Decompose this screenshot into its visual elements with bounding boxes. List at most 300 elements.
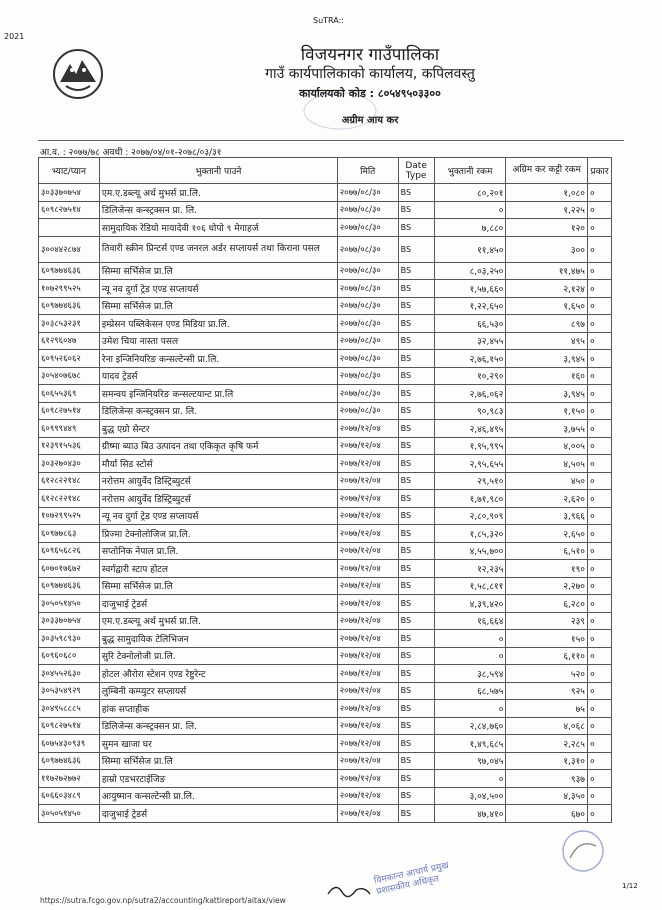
paid-amount-cell: ७,८८०	[434, 219, 506, 237]
paid-amount-cell: १,४९,६८५	[434, 735, 506, 753]
advance-tax-cell: २,२८५	[506, 735, 588, 753]
payee-cell: सप्तोनिक नेपाल प्रा.लि.	[99, 542, 337, 560]
date-cell: २०७७/१२/०४	[337, 542, 398, 560]
paid-amount-cell: २९,५१०	[434, 472, 506, 490]
kind-cell: ०	[587, 184, 611, 202]
paid-amount-cell: ०	[434, 630, 506, 648]
table-row	[39, 236, 612, 262]
paid-amount-cell: १,५८,८११	[434, 577, 506, 595]
paid-amount-cell: ६८,५७५	[434, 682, 506, 700]
advance-tax-cell: २,६२०	[506, 490, 588, 508]
date-cell: २०७७/१२/०४	[337, 770, 398, 788]
table-row	[39, 560, 612, 578]
date-type-cell: BS	[398, 525, 434, 543]
paid-amount-cell: १,९५,९९५	[434, 437, 506, 455]
payee-cell: बुद्ध एग्रो सेन्टर	[99, 420, 337, 438]
date-cell: २०७७/०८/३०	[337, 219, 398, 237]
payee-cell: रेना इन्जिनियरिङ कन्सल्टेन्सी प्रा.लि.	[99, 350, 337, 368]
kind-cell: ०	[587, 612, 611, 630]
payee-cell: न्यू नव दुर्गा ट्रेड एण्ड सप्लायर्स	[99, 280, 337, 298]
pan-cell: ६०९७७४६३६	[39, 297, 100, 315]
date-cell: २०७७/१२/०४	[337, 752, 398, 770]
date-cell: २०७७/०८/३०	[337, 184, 398, 202]
advance-tax-cell: २,२७०	[506, 577, 588, 595]
table-row	[39, 350, 612, 368]
payee-cell: दाजुभाई ट्रेडर्स	[99, 805, 337, 823]
kind-cell: ०	[587, 735, 611, 753]
date-cell: २०७७/१२/०४	[337, 630, 398, 648]
kind-cell: ०	[587, 770, 611, 788]
date-type-cell: BS	[398, 402, 434, 420]
payee-cell: सुमन खाजा घर	[99, 735, 337, 753]
date-type-cell: BS	[398, 236, 434, 262]
paid-amount-cell: २,७६,१५०	[434, 350, 506, 368]
pan-cell: ६०९६५६८२६	[39, 542, 100, 560]
header-rule	[38, 140, 624, 141]
kind-cell: ०	[587, 402, 611, 420]
col-pan: भ्याट/प्यान	[39, 158, 100, 184]
date-cell: २०७७/१२/०४	[337, 805, 398, 823]
date-type-cell: BS	[398, 219, 434, 237]
table-row	[39, 612, 612, 630]
date-cell: २०७७/१२/०४	[337, 490, 398, 508]
payee-cell: हांक सप्ताहीक	[99, 700, 337, 718]
advance-tax-cell: १९०	[506, 560, 588, 578]
col-advance-tax: अग्रिम कर कट्टी रकम	[506, 158, 588, 184]
pan-cell: ३०३३७०७५४	[39, 184, 100, 202]
pan-cell: ६०९७७८६३	[39, 525, 100, 543]
app-name: SuTRA::	[313, 16, 344, 25]
table-row	[39, 472, 612, 490]
advance-tax-cell: ११,४७५	[506, 262, 588, 280]
paid-amount-cell: २,९५,६५५	[434, 455, 506, 473]
pan-cell: ६१२८२२१४८	[39, 490, 100, 508]
kind-cell: ०	[587, 542, 611, 560]
pan-cell: ६०९७७४६३६	[39, 577, 100, 595]
table-row	[39, 262, 612, 280]
payee-cell: स्वर्गद्वारी स्टाप होटल	[99, 560, 337, 578]
office-seal-icon	[560, 828, 606, 874]
payee-cell: डिलिजेन्स कन्स्ट्रक्सन प्रा. लि.	[99, 717, 337, 735]
date-type-cell: BS	[398, 787, 434, 805]
payee-cell: मौर्या सिड स्टोर्स	[99, 455, 337, 473]
payee-cell: लुम्बिनी कम्प्युटर सप्लायर्स	[99, 682, 337, 700]
payee-cell: नरोत्तम आयुर्वेद डिस्ट्रिब्युटर्स	[99, 490, 337, 508]
pan-cell: ६१२८२२१४८	[39, 472, 100, 490]
table-row	[39, 297, 612, 315]
pan-cell: ६०९८२७५१४	[39, 717, 100, 735]
kind-cell: ०	[587, 507, 611, 525]
advance-tax-cell: २३९	[506, 612, 588, 630]
advance-tax-table	[38, 157, 612, 823]
kind-cell: ०	[587, 262, 611, 280]
kind-cell: ०	[587, 280, 611, 298]
table-row	[39, 455, 612, 473]
pan-cell: ६०९७७४६३६	[39, 752, 100, 770]
date-cell: २०७७/१२/०४	[337, 682, 398, 700]
table-row	[39, 542, 612, 560]
table-row	[39, 525, 612, 543]
date-type-cell: BS	[398, 735, 434, 753]
advance-tax-cell: ४९५	[506, 332, 588, 350]
payee-cell: सामुदायिक रेडियो मायादेवी १०६ धोपो ९ मेगाहर्ज	[99, 219, 337, 237]
date-type-cell: BS	[398, 665, 434, 683]
paid-amount-cell: १,२२,६५०	[434, 297, 506, 315]
date-cell: २०७७/०८/३०	[337, 385, 398, 403]
advance-tax-cell: ३,९४५	[506, 385, 588, 403]
date-type-cell: BS	[398, 577, 434, 595]
advance-tax-cell: १,२२५	[506, 201, 588, 219]
kind-cell: ०	[587, 297, 611, 315]
table-row	[39, 280, 612, 298]
office-name: गाउँ कार्यपालिकाको कार्यालय, कपिलवस्तु	[265, 66, 475, 82]
kind-cell: ०	[587, 700, 611, 718]
paid-amount-cell: ६६,५३०	[434, 315, 506, 333]
paid-amount-cell: २,८४,७६०	[434, 717, 506, 735]
pan-cell	[39, 219, 100, 237]
pan-cell: ६०९७७४६३६	[39, 262, 100, 280]
payee-cell: सिम्मा सर्भिसेज प्रा.लि	[99, 297, 337, 315]
kind-cell: ०	[587, 332, 611, 350]
paid-amount-cell: ३८,५९४	[434, 665, 506, 683]
date-type-cell: BS	[398, 350, 434, 368]
org-name: विजयनगर गाउँपालिका	[300, 45, 440, 65]
pan-cell: १२३९१५५३६	[39, 437, 100, 455]
payee-cell: एम.ए.डब्ल्यू अर्थ मुभर्स प्रा.लि.	[99, 184, 337, 202]
table-row	[39, 315, 612, 333]
payee-cell: यादव ट्रेडर्स	[99, 367, 337, 385]
payee-cell: हाम्रो एडभरटाईजिङ	[99, 770, 337, 788]
paid-amount-cell: ०	[434, 647, 506, 665]
date-type-cell: BS	[398, 717, 434, 735]
payee-cell: तिवारी स्क्रीन प्रिन्टर्स एण्ड जनरल अर्डर सप्लायर्स तथा किराना पसल	[99, 236, 337, 262]
advance-tax-cell: १६०	[506, 367, 588, 385]
date-type-cell: BS	[398, 770, 434, 788]
date-cell: २०७७/१२/०४	[337, 665, 398, 683]
kind-cell: ०	[587, 665, 611, 683]
date-type-cell: BS	[398, 630, 434, 648]
table-header-row	[39, 158, 612, 184]
payee-cell: एम.ए.डब्ल्यू अर्थ मुभर्स प्रा.लि.	[99, 612, 337, 630]
date-type-cell: BS	[398, 297, 434, 315]
date-type-cell: BS	[398, 612, 434, 630]
kind-cell: ०	[587, 787, 611, 805]
date-cell: २०७७/१२/०४	[337, 455, 398, 473]
table-row	[39, 490, 612, 508]
pan-cell: ३०३८५३२३१	[39, 315, 100, 333]
pan-cell: ६०६६०३४८९	[39, 787, 100, 805]
table-row	[39, 577, 612, 595]
kind-cell: ०	[587, 315, 611, 333]
advance-tax-cell: १,१५०	[506, 402, 588, 420]
date-type-cell: BS	[398, 367, 434, 385]
kind-cell: ०	[587, 560, 611, 578]
faint-stamp-icon	[300, 90, 380, 132]
date-type-cell: BS	[398, 490, 434, 508]
advance-tax-cell: ८९७	[506, 315, 588, 333]
date-type-cell: BS	[398, 472, 434, 490]
date-type-cell: BS	[398, 560, 434, 578]
date-cell: २०७७/१२/०४	[337, 560, 398, 578]
payee-cell: होटल औरोरा स्टेशन एण्ड रेष्टुरेन्ट	[99, 665, 337, 683]
date-cell: २०७७/१२/०४	[337, 437, 398, 455]
fiscal-period: आ.व. : २०७७/७८ अवधी : २०७७/०४/०१-२०७८/०३/३१	[40, 148, 222, 158]
payee-cell: सिम्मा सर्भिसेज प्रा.लि	[99, 577, 337, 595]
payee-cell: सिम्मा सर्भिसेज प्रा.लि	[99, 752, 337, 770]
kind-cell: ०	[587, 577, 611, 595]
payee-cell: नरोत्तम आयुर्वेद डिस्ट्रिब्युटर्स	[99, 472, 337, 490]
kind-cell: ०	[587, 805, 611, 823]
advance-tax-cell: ६,११०	[506, 647, 588, 665]
paid-amount-cell: ३,०४,५००	[434, 787, 506, 805]
date-type-cell: BS	[398, 437, 434, 455]
kind-cell: ०	[587, 472, 611, 490]
pan-cell: ३०५०५१४५०	[39, 595, 100, 613]
kind-cell: ०	[587, 525, 611, 543]
pan-cell: १०७२९९५२५	[39, 280, 100, 298]
table-row	[39, 630, 612, 648]
date-cell: २०७७/१२/०४	[337, 717, 398, 735]
payee-cell: इम्प्रेसन पब्लिकेसन एण्ड मिडिया प्रा.लि.	[99, 315, 337, 333]
date-type-cell: BS	[398, 542, 434, 560]
date-type-cell: BS	[398, 201, 434, 219]
date-type-cell: BS	[398, 805, 434, 823]
payee-cell: समन्वय इन्जिनियरिङ कन्सल्टयान्ट प्रा.लि	[99, 385, 337, 403]
paid-amount-cell: ४,५५,७००	[434, 542, 506, 560]
pan-cell: ६०९८२७५१४	[39, 402, 100, 420]
table-row	[39, 437, 612, 455]
col-date: मिति	[337, 158, 398, 184]
advance-tax-cell: १,३१०	[506, 752, 588, 770]
date-cell: २०७७/०८/३०	[337, 367, 398, 385]
date-type-cell: BS	[398, 385, 434, 403]
officer-stamp: विमकान्त आचार्य प्रमुख प्रशासकीय अधिकृत	[373, 860, 450, 898]
table-row	[39, 367, 612, 385]
kind-cell: ०	[587, 595, 611, 613]
advance-tax-cell: ३,७५५	[506, 420, 588, 438]
date-cell: २०७७/०८/३०	[337, 236, 398, 262]
table-row	[39, 332, 612, 350]
table-row	[39, 752, 612, 770]
payee-cell: प्रिज्मा टेक्नोलोजिज प्रा.लि.	[99, 525, 337, 543]
kind-cell: ०	[587, 437, 611, 455]
pan-cell: ३०५३५४९२९	[39, 682, 100, 700]
advance-tax-cell: ३,९४५	[506, 350, 588, 368]
paid-amount-cell: ९०,९८३	[434, 402, 506, 420]
advance-tax-cell: ४,०६८	[506, 717, 588, 735]
advance-tax-cell: ४,५०५	[506, 455, 588, 473]
col-date-type: Date Type	[398, 158, 434, 184]
date-cell: २०७७/१२/०४	[337, 735, 398, 753]
date-type-cell: BS	[398, 262, 434, 280]
kind-cell: ०	[587, 367, 611, 385]
kind-cell: ०	[587, 490, 611, 508]
pan-cell: ३०३२७०४३०	[39, 455, 100, 473]
paid-amount-cell: ८०,२०१	[434, 184, 506, 202]
nepal-emblem-icon	[52, 48, 104, 100]
table-row	[39, 402, 612, 420]
paid-amount-cell: २,७६,०६२	[434, 385, 506, 403]
advance-tax-cell: ९३७	[506, 770, 588, 788]
date-cell: २०७७/०८/३०	[337, 201, 398, 219]
date-cell: २०७७/१२/०४	[337, 472, 398, 490]
pan-cell: ३०३५९८९३०	[39, 630, 100, 648]
office-code: कार्यालयको कोड : ८०५४९५०३३००	[299, 87, 441, 100]
table-row	[39, 184, 612, 202]
date-cell: २०७७/०८/३०	[337, 350, 398, 368]
advance-tax-cell: ४,३५०	[506, 787, 588, 805]
table-row	[39, 770, 612, 788]
pan-cell: ६०९८२७५१४	[39, 201, 100, 219]
paid-amount-cell: १,५७,६६०	[434, 280, 506, 298]
advance-tax-cell: २,१२४	[506, 280, 588, 298]
kind-cell: ०	[587, 201, 611, 219]
col-paid-amount: भुक्तानी रकम	[434, 158, 506, 184]
advance-tax-cell: ७५	[506, 700, 588, 718]
advance-tax-cell: ५२०	[506, 665, 588, 683]
kind-cell: ०	[587, 455, 611, 473]
paid-amount-cell: ०	[434, 201, 506, 219]
date-type-cell: BS	[398, 507, 434, 525]
paid-amount-cell: १,८५,३२०	[434, 525, 506, 543]
date-cell: २०७७/०८/३०	[337, 315, 398, 333]
advance-tax-cell: ६,५१०	[506, 542, 588, 560]
table-row	[39, 219, 612, 237]
kind-cell: ०	[587, 420, 611, 438]
pan-cell: ३०३३७०७५४	[39, 612, 100, 630]
date-cell: २०७७/१२/०४	[337, 612, 398, 630]
date-type-cell: BS	[398, 752, 434, 770]
pan-cell: ६०९५२६०६२	[39, 350, 100, 368]
date-cell: २०७७/१२/०४	[337, 700, 398, 718]
advance-tax-cell: ३००	[506, 236, 588, 262]
date-type-cell: BS	[398, 647, 434, 665]
kind-cell: ०	[587, 219, 611, 237]
date-type-cell: BS	[398, 184, 434, 202]
pan-cell: ३००४४२८७४	[39, 236, 100, 262]
date-type-cell: BS	[398, 332, 434, 350]
date-cell: २०७७/०८/३०	[337, 297, 398, 315]
kind-cell: ०	[587, 385, 611, 403]
report-title: अग्रीम आय कर	[341, 115, 399, 126]
date-cell: २०७७/१२/०४	[337, 420, 398, 438]
advance-tax-cell: १५०	[506, 630, 588, 648]
kind-cell: ०	[587, 350, 611, 368]
advance-tax-cell: १,६५०	[506, 297, 588, 315]
footer-url: https://sutra.fcgo.gov.np/sutra2/accounting/kattireport/aitax/view	[40, 896, 286, 905]
pan-cell: ६०९६०६८०	[39, 647, 100, 665]
paid-amount-cell: २,४६,४९५	[434, 420, 506, 438]
paid-amount-cell: १,७१,९८०	[434, 490, 506, 508]
paid-amount-cell: १२,२३५	[434, 560, 506, 578]
date-type-cell: BS	[398, 682, 434, 700]
table-row	[39, 647, 612, 665]
payee-cell: सुरि टेक्नोलोजी प्रा.लि.	[99, 647, 337, 665]
table-row	[39, 665, 612, 683]
pan-cell: ६०७५४३०९३९	[39, 735, 100, 753]
kind-cell: ०	[587, 630, 611, 648]
signature-icon	[326, 880, 372, 902]
pan-cell: १०७२९९५२५	[39, 507, 100, 525]
pan-cell: ३०४५५२६३०	[39, 665, 100, 683]
paid-amount-cell: ११,४५०	[434, 236, 506, 262]
pan-cell: ६०६५५३६९	[39, 385, 100, 403]
advance-tax-cell: १,०८०	[506, 184, 588, 202]
date-cell: २०७७/१२/०४	[337, 577, 398, 595]
advance-tax-cell: १२०	[506, 219, 588, 237]
page-number: 1/12	[622, 882, 638, 890]
pan-cell: ११७२७२७७२	[39, 770, 100, 788]
table-row	[39, 385, 612, 403]
advance-tax-cell: ३,९६६	[506, 507, 588, 525]
paid-amount-cell: १०,२९०	[434, 367, 506, 385]
advance-tax-cell: ४,००५	[506, 437, 588, 455]
table-row	[39, 201, 612, 219]
kind-cell: ०	[587, 647, 611, 665]
date-cell: २०७७/१२/०४	[337, 595, 398, 613]
advance-tax-cell: ९२५	[506, 682, 588, 700]
table-row	[39, 787, 612, 805]
paid-amount-cell: ४,३९,४२०	[434, 595, 506, 613]
date-cell: २०७७/०८/३०	[337, 332, 398, 350]
date-type-cell: BS	[398, 280, 434, 298]
table-row	[39, 735, 612, 753]
date-cell: २०७७/१२/०४	[337, 647, 398, 665]
date-type-cell: BS	[398, 595, 434, 613]
kind-cell: ०	[587, 682, 611, 700]
paid-amount-cell: ४७,४१०	[434, 805, 506, 823]
date-cell: २०७७/१२/०४	[337, 507, 398, 525]
kind-cell: ०	[587, 236, 611, 262]
date-cell: २०७७/०८/३०	[337, 262, 398, 280]
date-cell: २०७७/०८/३०	[337, 402, 398, 420]
paid-amount-cell: ९७,०४५	[434, 752, 506, 770]
payee-cell: उमेश चिया नास्ता पसल	[99, 332, 337, 350]
table-row	[39, 717, 612, 735]
col-payee: भुक्तानी पाउने	[99, 158, 337, 184]
payee-cell: डिलिजेन्स कन्स्ट्रक्सन प्रा. लि.	[99, 201, 337, 219]
paid-amount-cell: १६,६६४	[434, 612, 506, 630]
advance-tax-cell: ४५०	[506, 472, 588, 490]
paid-amount-cell: २,८०,९०९	[434, 507, 506, 525]
payee-cell: न्यू नव दुर्गा ट्रेड एण्ड सप्लायर्स	[99, 507, 337, 525]
date-cell: २०७७/१२/०४	[337, 525, 398, 543]
table-row	[39, 595, 612, 613]
pan-cell: ३०४९५८८८५	[39, 700, 100, 718]
date-type-cell: BS	[398, 420, 434, 438]
advance-tax-cell: ६,२८०	[506, 595, 588, 613]
date-type-cell: BS	[398, 315, 434, 333]
kind-cell: ०	[587, 752, 611, 770]
pan-cell: ६०९९९४४९	[39, 420, 100, 438]
advance-tax-cell: २,६५०	[506, 525, 588, 543]
paid-amount-cell: ०	[434, 700, 506, 718]
paid-amount-cell: ८,०३,२५०	[434, 262, 506, 280]
payee-cell: आयुष्मान कन्सल्टेन्सी प्रा.लि.	[99, 787, 337, 805]
pan-cell: ६०७०१७६७२	[39, 560, 100, 578]
payee-cell: बुद्ध सामुदायिक टेलिभिजन	[99, 630, 337, 648]
pan-cell: ३०५०५१४५०	[39, 805, 100, 823]
date-type-cell: BS	[398, 455, 434, 473]
advance-tax-cell: ६७०	[506, 805, 588, 823]
kind-cell: ०	[587, 717, 611, 735]
table-row	[39, 805, 612, 823]
date-type-cell: BS	[398, 700, 434, 718]
date-cell: २०७७/०८/३०	[337, 280, 398, 298]
payee-cell: डिलिजेन्स कन्स्ट्रक्सन प्रा. लि.	[99, 402, 337, 420]
payee-cell: ग्रीष्मा ब्याउ बिउ उत्पादन तथा एकिकृत कृषि फर्म	[99, 437, 337, 455]
table-row	[39, 507, 612, 525]
